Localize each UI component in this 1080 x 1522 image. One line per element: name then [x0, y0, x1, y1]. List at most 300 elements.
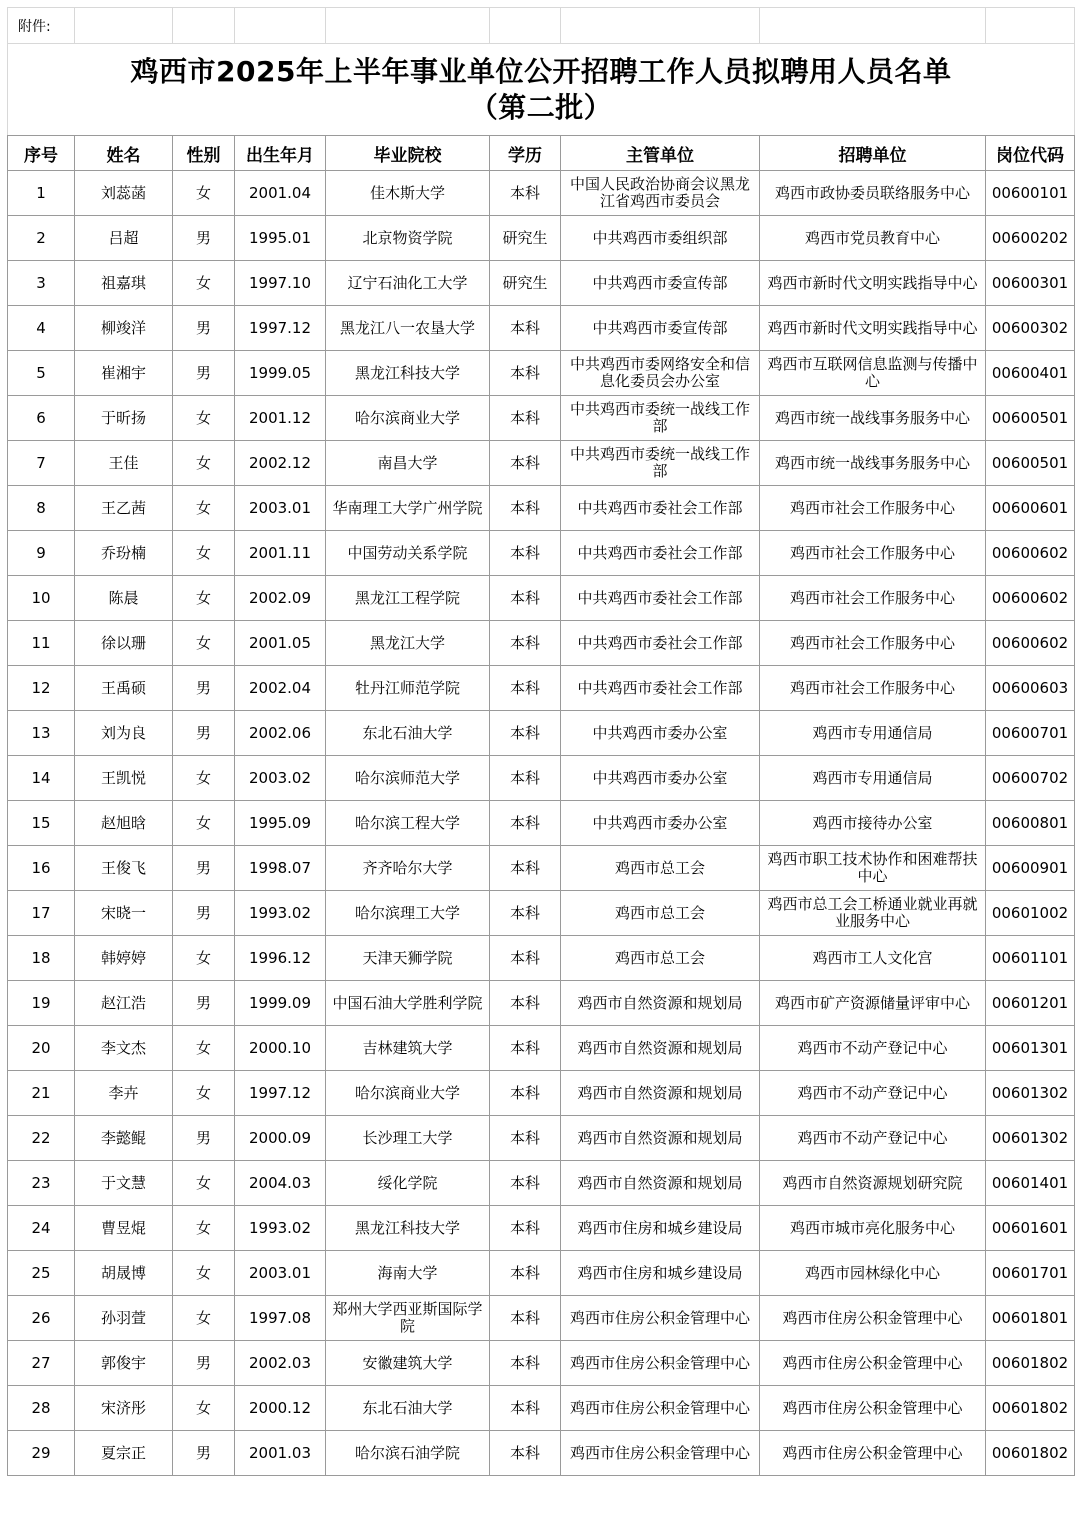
cell-gender: 女 — [173, 1386, 235, 1431]
cell-employer: 鸡西市工人文化宫 — [760, 936, 986, 981]
title-row — [8, 44, 1075, 136]
cell-post-code: 00601302 — [986, 1071, 1075, 1116]
table-row — [8, 396, 1075, 441]
cell-post-code: 00600602 — [986, 531, 1075, 576]
cell-post-code: 00600601 — [986, 486, 1075, 531]
column-header: 招聘单位 — [760, 136, 986, 171]
cell-post-code: 00601002 — [986, 891, 1075, 936]
cell-degree: 本科 — [490, 711, 561, 756]
table-row — [8, 981, 1075, 1026]
cell-post-code: 00600501 — [986, 441, 1075, 486]
cell-school: 黑龙江科技大学 — [326, 1206, 490, 1251]
cell-post-code: 00600501 — [986, 396, 1075, 441]
cell-birth: 1996.12 — [235, 936, 326, 981]
table-row — [8, 666, 1075, 711]
cell-index: 18 — [8, 936, 75, 981]
cell-index: 11 — [8, 621, 75, 666]
cell-degree: 研究生 — [490, 216, 561, 261]
cell-gender: 男 — [173, 981, 235, 1026]
cell-school: 哈尔滨师范大学 — [326, 756, 490, 801]
cell-school: 黑龙江科技大学 — [326, 351, 490, 396]
cell-post-code: 00601101 — [986, 936, 1075, 981]
cell-department: 鸡西市住房公积金管理中心 — [561, 1431, 760, 1476]
cell-name: 赵江浩 — [75, 981, 173, 1026]
cell-name: 胡晟博 — [75, 1251, 173, 1296]
cell-gender: 女 — [173, 1251, 235, 1296]
cell-department: 中共鸡西市委组织部 — [561, 216, 760, 261]
cell-department: 鸡西市自然资源和规划局 — [561, 1116, 760, 1161]
document-sheet — [7, 7, 1074, 1476]
table-row — [8, 1026, 1075, 1071]
cell-degree: 本科 — [490, 531, 561, 576]
cell-name: 祖嘉琪 — [75, 261, 173, 306]
cell-degree: 本科 — [490, 1251, 561, 1296]
recruitment-table — [7, 7, 1075, 1476]
cell-school: 辽宁石油化工大学 — [326, 261, 490, 306]
cell-degree: 本科 — [490, 1161, 561, 1206]
cell-index: 10 — [8, 576, 75, 621]
cell-index: 8 — [8, 486, 75, 531]
column-header: 岗位代码 — [986, 136, 1075, 171]
cell-name: 夏宗正 — [75, 1431, 173, 1476]
cell-post-code: 00600603 — [986, 666, 1075, 711]
cell-gender: 男 — [173, 306, 235, 351]
cell-school: 哈尔滨商业大学 — [326, 396, 490, 441]
cell-post-code: 00600101 — [986, 171, 1075, 216]
cell-employer: 鸡西市职工技术协作和困难帮扶中心 — [760, 846, 986, 891]
cell-employer: 鸡西市社会工作服务中心 — [760, 486, 986, 531]
cell-gender: 男 — [173, 846, 235, 891]
cell-degree: 本科 — [490, 1386, 561, 1431]
cell-employer: 鸡西市住房公积金管理中心 — [760, 1386, 986, 1431]
cell-department: 鸡西市住房公积金管理中心 — [561, 1341, 760, 1386]
cell-birth: 2003.02 — [235, 756, 326, 801]
cell-post-code: 00601701 — [986, 1251, 1075, 1296]
cell-name: 王凯悦 — [75, 756, 173, 801]
cell-degree: 本科 — [490, 1206, 561, 1251]
cell-department: 中共鸡西市委社会工作部 — [561, 531, 760, 576]
table-row — [8, 1386, 1075, 1431]
table-row — [8, 621, 1075, 666]
column-header: 姓名 — [75, 136, 173, 171]
table-row — [8, 486, 1075, 531]
cell-birth: 2002.04 — [235, 666, 326, 711]
cell-department: 鸡西市自然资源和规划局 — [561, 1026, 760, 1071]
cell-gender: 女 — [173, 1071, 235, 1116]
cell-employer: 鸡西市政协委员联络服务中心 — [760, 171, 986, 216]
cell-gender: 女 — [173, 396, 235, 441]
cell-birth: 2004.03 — [235, 1161, 326, 1206]
cell-school: 天津天狮学院 — [326, 936, 490, 981]
cell-school: 东北石油大学 — [326, 1386, 490, 1431]
cell-index: 21 — [8, 1071, 75, 1116]
cell-name: 李文杰 — [75, 1026, 173, 1071]
cell-birth: 1995.09 — [235, 801, 326, 846]
cell-department: 中共鸡西市委办公室 — [561, 711, 760, 756]
cell-school: 安徽建筑大学 — [326, 1341, 490, 1386]
cell-birth: 2002.09 — [235, 576, 326, 621]
cell-gender: 男 — [173, 711, 235, 756]
cell-post-code: 00600602 — [986, 576, 1075, 621]
cell-gender: 男 — [173, 666, 235, 711]
attachment-row — [8, 8, 1075, 44]
table-row — [8, 756, 1075, 801]
cell-name: 于文慧 — [75, 1161, 173, 1206]
cell-school: 南昌大学 — [326, 441, 490, 486]
cell-birth: 2001.12 — [235, 396, 326, 441]
cell-post-code: 00600702 — [986, 756, 1075, 801]
cell-post-code: 00601302 — [986, 1116, 1075, 1161]
cell-name: 王俊飞 — [75, 846, 173, 891]
cell-index: 5 — [8, 351, 75, 396]
cell-index: 6 — [8, 396, 75, 441]
cell-department: 鸡西市总工会 — [561, 891, 760, 936]
cell-index: 24 — [8, 1206, 75, 1251]
cell-post-code: 00601201 — [986, 981, 1075, 1026]
cell-name: 柳竣洋 — [75, 306, 173, 351]
column-header: 性别 — [173, 136, 235, 171]
cell-school: 中国石油大学胜利学院 — [326, 981, 490, 1026]
cell-index: 4 — [8, 306, 75, 351]
cell-post-code: 00601801 — [986, 1296, 1075, 1341]
cell-post-code: 00601601 — [986, 1206, 1075, 1251]
cell-school: 华南理工大学广州学院 — [326, 486, 490, 531]
cell-gender: 女 — [173, 531, 235, 576]
cell-degree: 本科 — [490, 756, 561, 801]
column-header: 主管单位 — [561, 136, 760, 171]
page-title: 鸡西市2025年上半年事业单位公开招聘工作人员拟聘用人员名单 — [130, 54, 952, 88]
cell-name: 曹昱焜 — [75, 1206, 173, 1251]
cell-birth: 2000.12 — [235, 1386, 326, 1431]
table-row — [8, 891, 1075, 936]
cell-index: 14 — [8, 756, 75, 801]
cell-department: 鸡西市住房公积金管理中心 — [561, 1386, 760, 1431]
table-row — [8, 171, 1075, 216]
cell-name: 宋济彤 — [75, 1386, 173, 1431]
cell-birth: 2001.11 — [235, 531, 326, 576]
cell-index: 16 — [8, 846, 75, 891]
cell-department: 中共鸡西市委网络安全和信息化委员会办公室 — [561, 351, 760, 396]
table-row — [8, 846, 1075, 891]
cell-gender: 女 — [173, 621, 235, 666]
title-cell — [8, 44, 1075, 136]
cell-name: 陈晨 — [75, 576, 173, 621]
cell-birth: 1999.09 — [235, 981, 326, 1026]
cell-school: 黑龙江大学 — [326, 621, 490, 666]
column-header: 出生年月 — [235, 136, 326, 171]
cell-degree: 本科 — [490, 981, 561, 1026]
cell-name: 孙羽萱 — [75, 1296, 173, 1341]
cell-employer: 鸡西市住房公积金管理中心 — [760, 1296, 986, 1341]
cell-degree: 本科 — [490, 1116, 561, 1161]
cell-degree: 本科 — [490, 891, 561, 936]
cell-name: 王乙茜 — [75, 486, 173, 531]
cell-school: 哈尔滨工程大学 — [326, 801, 490, 846]
header-row — [8, 136, 1075, 171]
cell-birth: 1999.05 — [235, 351, 326, 396]
cell-name: 徐以珊 — [75, 621, 173, 666]
cell-name: 王禹硕 — [75, 666, 173, 711]
cell-employer: 鸡西市住房公积金管理中心 — [760, 1431, 986, 1476]
cell-index: 12 — [8, 666, 75, 711]
cell-gender: 女 — [173, 486, 235, 531]
cell-degree: 本科 — [490, 1341, 561, 1386]
table-body — [8, 171, 1075, 1476]
cell-index: 22 — [8, 1116, 75, 1161]
cell-employer: 鸡西市不动产登记中心 — [760, 1116, 986, 1161]
cell-gender: 男 — [173, 1431, 235, 1476]
cell-degree: 本科 — [490, 306, 561, 351]
cell-degree: 本科 — [490, 666, 561, 711]
cell-department: 中国人民政治协商会议黑龙江省鸡西市委员会 — [561, 171, 760, 216]
cell-degree: 本科 — [490, 1071, 561, 1116]
cell-department: 鸡西市住房和城乡建设局 — [561, 1251, 760, 1296]
cell-birth: 2003.01 — [235, 1251, 326, 1296]
cell-index: 28 — [8, 1386, 75, 1431]
cell-school: 郑州大学西亚斯国际学院 — [326, 1296, 490, 1341]
cell-degree: 本科 — [490, 801, 561, 846]
cell-index: 25 — [8, 1251, 75, 1296]
table-row — [8, 441, 1075, 486]
table-row — [8, 531, 1075, 576]
cell-department: 鸡西市住房和城乡建设局 — [561, 1206, 760, 1251]
cell-school: 海南大学 — [326, 1251, 490, 1296]
cell-birth: 2002.03 — [235, 1341, 326, 1386]
cell-employer: 鸡西市自然资源规划研究院 — [760, 1161, 986, 1206]
cell-department: 中共鸡西市委社会工作部 — [561, 621, 760, 666]
table-row — [8, 216, 1075, 261]
table-row — [8, 576, 1075, 621]
cell-employer: 鸡西市专用通信局 — [760, 756, 986, 801]
cell-employer: 鸡西市党员教育中心 — [760, 216, 986, 261]
table-row — [8, 1116, 1075, 1161]
cell-employer: 鸡西市专用通信局 — [760, 711, 986, 756]
column-header: 学历 — [490, 136, 561, 171]
cell-department: 中共鸡西市委社会工作部 — [561, 576, 760, 621]
page-subtitle: （第二批） — [469, 90, 613, 124]
table-row — [8, 711, 1075, 756]
cell-employer: 鸡西市不动产登记中心 — [760, 1071, 986, 1116]
cell-birth: 2002.12 — [235, 441, 326, 486]
cell-index: 3 — [8, 261, 75, 306]
cell-school: 北京物资学院 — [326, 216, 490, 261]
cell-degree: 本科 — [490, 486, 561, 531]
cell-post-code: 00600401 — [986, 351, 1075, 396]
cell-degree: 本科 — [490, 441, 561, 486]
cell-post-code: 00600302 — [986, 306, 1075, 351]
cell-gender: 男 — [173, 351, 235, 396]
cell-gender: 女 — [173, 936, 235, 981]
cell-school: 吉林建筑大学 — [326, 1026, 490, 1071]
table-row — [8, 801, 1075, 846]
cell-gender: 女 — [173, 756, 235, 801]
cell-gender: 男 — [173, 216, 235, 261]
cell-gender: 女 — [173, 1026, 235, 1071]
cell-department: 鸡西市总工会 — [561, 936, 760, 981]
attachment-label: 附件: — [8, 8, 75, 44]
cell-name: 赵旭晗 — [75, 801, 173, 846]
cell-degree: 本科 — [490, 171, 561, 216]
cell-department: 中共鸡西市委统一战线工作部 — [561, 441, 760, 486]
cell-birth: 1993.02 — [235, 1206, 326, 1251]
cell-index: 29 — [8, 1431, 75, 1476]
cell-name: 李懿鲲 — [75, 1116, 173, 1161]
table-row — [8, 936, 1075, 981]
cell-department: 中共鸡西市委社会工作部 — [561, 666, 760, 711]
cell-birth: 1993.02 — [235, 891, 326, 936]
table-row — [8, 261, 1075, 306]
cell-department: 鸡西市住房公积金管理中心 — [561, 1296, 760, 1341]
cell-gender: 女 — [173, 261, 235, 306]
cell-school: 绥化学院 — [326, 1161, 490, 1206]
cell-employer: 鸡西市互联网信息监测与传播中心 — [760, 351, 986, 396]
cell-degree: 本科 — [490, 1026, 561, 1071]
cell-gender: 女 — [173, 801, 235, 846]
table-row — [8, 1071, 1075, 1116]
cell-index: 27 — [8, 1341, 75, 1386]
cell-post-code: 00601802 — [986, 1341, 1075, 1386]
cell-department: 中共鸡西市委宣传部 — [561, 306, 760, 351]
cell-gender: 女 — [173, 1206, 235, 1251]
cell-gender: 女 — [173, 1296, 235, 1341]
cell-department: 鸡西市自然资源和规划局 — [561, 1071, 760, 1116]
cell-birth: 1997.12 — [235, 1071, 326, 1116]
cell-birth: 1997.12 — [235, 306, 326, 351]
cell-department: 中共鸡西市委社会工作部 — [561, 486, 760, 531]
cell-department: 鸡西市自然资源和规划局 — [561, 981, 760, 1026]
cell-post-code: 00600901 — [986, 846, 1075, 891]
cell-birth: 1998.07 — [235, 846, 326, 891]
cell-name: 吕超 — [75, 216, 173, 261]
cell-post-code: 00600602 — [986, 621, 1075, 666]
cell-post-code: 00601401 — [986, 1161, 1075, 1206]
table-row — [8, 306, 1075, 351]
cell-index: 9 — [8, 531, 75, 576]
cell-birth: 2002.06 — [235, 711, 326, 756]
cell-gender: 男 — [173, 1341, 235, 1386]
cell-degree: 本科 — [490, 1296, 561, 1341]
table-row — [8, 351, 1075, 396]
cell-post-code: 00601802 — [986, 1431, 1075, 1476]
cell-birth: 1997.08 — [235, 1296, 326, 1341]
cell-gender: 男 — [173, 891, 235, 936]
cell-name: 刘为良 — [75, 711, 173, 756]
cell-employer: 鸡西市总工会工桥通业就业再就业服务中心 — [760, 891, 986, 936]
table-row — [8, 1161, 1075, 1206]
cell-index: 26 — [8, 1296, 75, 1341]
cell-index: 7 — [8, 441, 75, 486]
cell-post-code: 00601802 — [986, 1386, 1075, 1431]
cell-school: 黑龙江八一农垦大学 — [326, 306, 490, 351]
cell-employer: 鸡西市社会工作服务中心 — [760, 666, 986, 711]
cell-name: 宋晓一 — [75, 891, 173, 936]
cell-employer: 鸡西市不动产登记中心 — [760, 1026, 986, 1071]
table-row — [8, 1431, 1075, 1476]
cell-post-code: 00600202 — [986, 216, 1075, 261]
cell-employer: 鸡西市统一战线事务服务中心 — [760, 441, 986, 486]
cell-degree: 本科 — [490, 846, 561, 891]
cell-school: 牡丹江师范学院 — [326, 666, 490, 711]
cell-department: 中共鸡西市委办公室 — [561, 801, 760, 846]
column-header: 毕业院校 — [326, 136, 490, 171]
cell-employer: 鸡西市矿产资源储量评审中心 — [760, 981, 986, 1026]
cell-employer: 鸡西市园林绿化中心 — [760, 1251, 986, 1296]
table-row — [8, 1206, 1075, 1251]
cell-employer: 鸡西市社会工作服务中心 — [760, 621, 986, 666]
cell-name: 乔玢楠 — [75, 531, 173, 576]
cell-post-code: 00601301 — [986, 1026, 1075, 1071]
cell-birth: 2001.05 — [235, 621, 326, 666]
cell-name: 王佳 — [75, 441, 173, 486]
cell-birth: 2001.03 — [235, 1431, 326, 1476]
cell-employer: 鸡西市住房公积金管理中心 — [760, 1341, 986, 1386]
cell-birth: 1997.10 — [235, 261, 326, 306]
cell-name: 韩婷婷 — [75, 936, 173, 981]
cell-name: 郭俊宇 — [75, 1341, 173, 1386]
cell-gender: 女 — [173, 1161, 235, 1206]
cell-department: 中共鸡西市委办公室 — [561, 756, 760, 801]
cell-index: 15 — [8, 801, 75, 846]
cell-index: 1 — [8, 171, 75, 216]
column-header: 序号 — [8, 136, 75, 171]
cell-employer: 鸡西市统一战线事务服务中心 — [760, 396, 986, 441]
cell-department: 中共鸡西市委宣传部 — [561, 261, 760, 306]
cell-gender: 女 — [173, 576, 235, 621]
cell-school: 哈尔滨商业大学 — [326, 1071, 490, 1116]
cell-birth: 2000.10 — [235, 1026, 326, 1071]
table-row — [8, 1296, 1075, 1341]
cell-school: 齐齐哈尔大学 — [326, 846, 490, 891]
cell-employer: 鸡西市社会工作服务中心 — [760, 576, 986, 621]
cell-index: 17 — [8, 891, 75, 936]
cell-name: 崔湘宇 — [75, 351, 173, 396]
cell-index: 2 — [8, 216, 75, 261]
cell-school: 哈尔滨石油学院 — [326, 1431, 490, 1476]
cell-degree: 本科 — [490, 936, 561, 981]
cell-school: 哈尔滨理工大学 — [326, 891, 490, 936]
cell-employer: 鸡西市新时代文明实践指导中心 — [760, 261, 986, 306]
cell-employer: 鸡西市社会工作服务中心 — [760, 531, 986, 576]
cell-name: 于昕扬 — [75, 396, 173, 441]
cell-index: 20 — [8, 1026, 75, 1071]
cell-birth: 2000.09 — [235, 1116, 326, 1161]
table-row — [8, 1341, 1075, 1386]
cell-department: 鸡西市自然资源和规划局 — [561, 1161, 760, 1206]
cell-name: 刘蕊菡 — [75, 171, 173, 216]
cell-post-code: 00600701 — [986, 711, 1075, 756]
cell-gender: 女 — [173, 441, 235, 486]
cell-employer: 鸡西市新时代文明实践指导中心 — [760, 306, 986, 351]
table-row — [8, 1251, 1075, 1296]
cell-birth: 2001.04 — [235, 171, 326, 216]
cell-index: 23 — [8, 1161, 75, 1206]
cell-degree: 本科 — [490, 621, 561, 666]
cell-gender: 男 — [173, 1116, 235, 1161]
cell-degree: 本科 — [490, 576, 561, 621]
cell-school: 东北石油大学 — [326, 711, 490, 756]
cell-school: 中国劳动关系学院 — [326, 531, 490, 576]
cell-name: 李卉 — [75, 1071, 173, 1116]
cell-degree: 本科 — [490, 396, 561, 441]
cell-degree: 研究生 — [490, 261, 561, 306]
cell-department: 中共鸡西市委统一战线工作部 — [561, 396, 760, 441]
cell-employer: 鸡西市接待办公室 — [760, 801, 986, 846]
cell-birth: 1995.01 — [235, 216, 326, 261]
cell-gender: 女 — [173, 171, 235, 216]
cell-school: 长沙理工大学 — [326, 1116, 490, 1161]
cell-index: 13 — [8, 711, 75, 756]
cell-employer: 鸡西市城市亮化服务中心 — [760, 1206, 986, 1251]
